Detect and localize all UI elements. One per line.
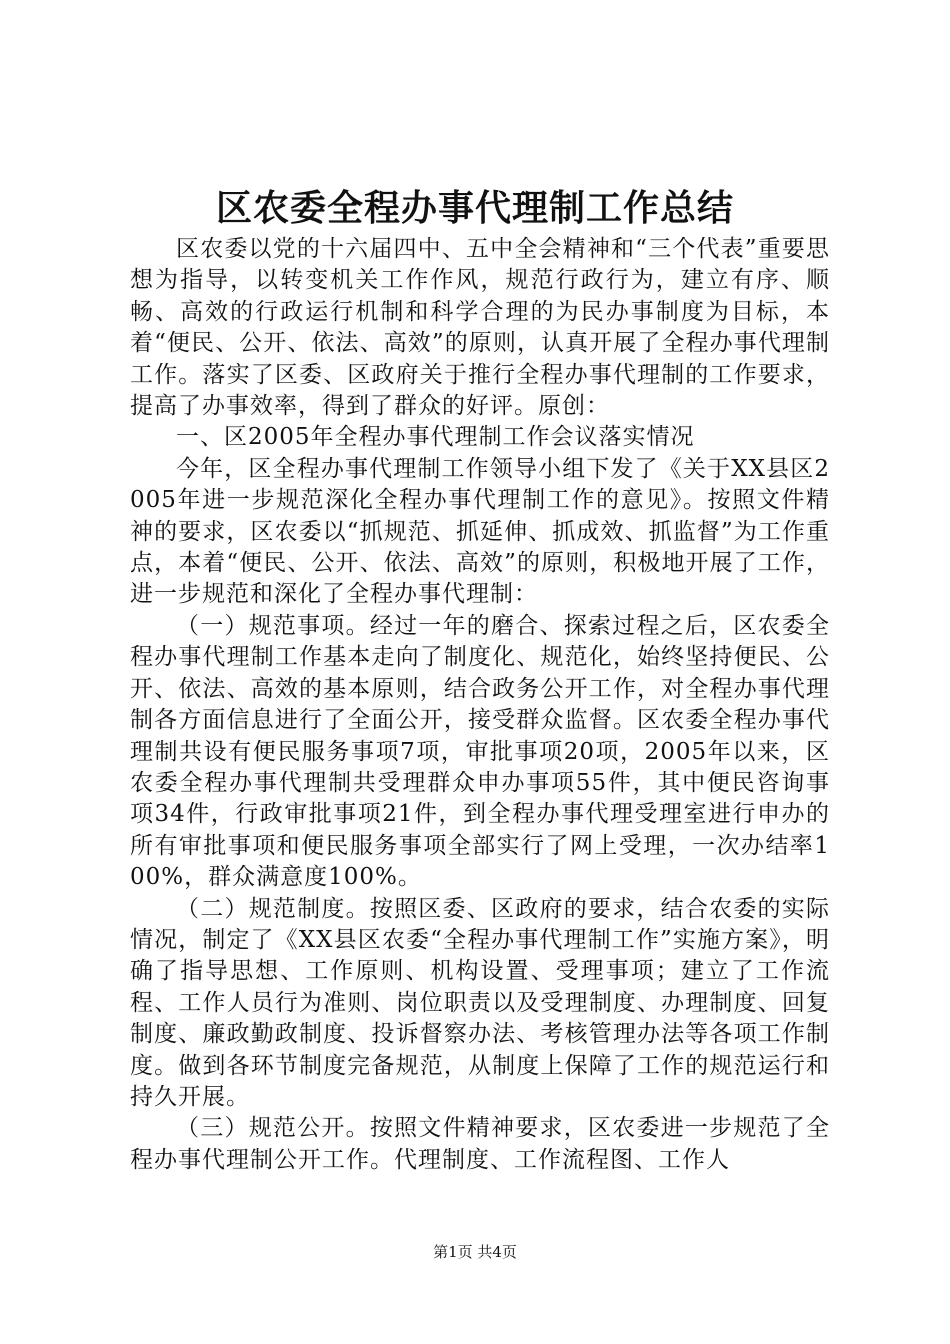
document-title: 区农委全程办事代理制工作总结 <box>215 187 734 229</box>
section-heading-1: 一、区2005年全程办事代理制工作会议落实情况 <box>176 424 695 451</box>
paragraph-item-1: （一）规范事项。经过一年的磨合、探索过程之后，区农委全程办事代理制工作基本走向了制度化、规范化，始终坚持便民、公开、依法、高效的基本原则，结合政务公开工作，对全程办事代理制各方面信息进行了全面公开，接受群众监督。区农委全程办事代理制共设有便民服务事项7项，审批事项20项，2005年以来，区农委全程办事代理制共受理群众申办事项55件，其中便民咨询事项34件，行政审批事项21件，到全程办事代理受理室进行申办的所有审批事项和便民服务事项全部实行了网上受理，一次办结率100%，群众满意度100%。 <box>130 612 830 891</box>
paragraph-item-3: （三）规范公开。按照文件精神要求，区农委进一步规范了全程办事代理制公开工作。代理制度、工作流程图、工作人 <box>130 1115 830 1173</box>
page-number-footer: 第1页 共4页 <box>433 1243 517 1261</box>
paragraph-intro: 区农委以党的十六届四中、五中全会精神和“三个代表”重要思想为指导，以转变机关工作作风，规范行政行为，建立有序、顺畅、高效的行政运行机制和科学合理的为民办事制度为目标，本着“便民、公开、依法、高效”的原则，认真开展了全程办事代理制工作。落实了区委、区政府关于推行全程办事代理制的工作要求，提高了办事效率，得到了群众的好评。原创： <box>130 236 830 420</box>
paragraph-item-2: （二）规范制度。按照区委、区政府的要求，结合农委的实际情况，制定了《XX县区农委“全程办事代理制工作”实施方案》，明确了指导思想、工作原则、机构设置、受理事项；建立了工作流程、工作人员行为准则、岗位职责以及受理制度、办理制度、回复制度、廉政勤政制度、投诉督察办法、考核管理办法等各项工作制度。做到各环节制度完备规范，从制度上保障了工作的规范运行和持久开展。 <box>130 895 830 1110</box>
document-body <box>130 234 830 1176</box>
paragraph-section-1: 今年，区全程办事代理制工作领导小组下发了《关于XX县区2005年进一步规范深化全程办事代理制工作的意见》。按照文件精神的要求，区农委以“抓规范、抓延伸、抓成效、抓监督”为工作重点，本着“便民、公开、依法、高效”的原则，积极地开展了工作，进一步规范和深化了全程办事代理制： <box>130 455 830 608</box>
